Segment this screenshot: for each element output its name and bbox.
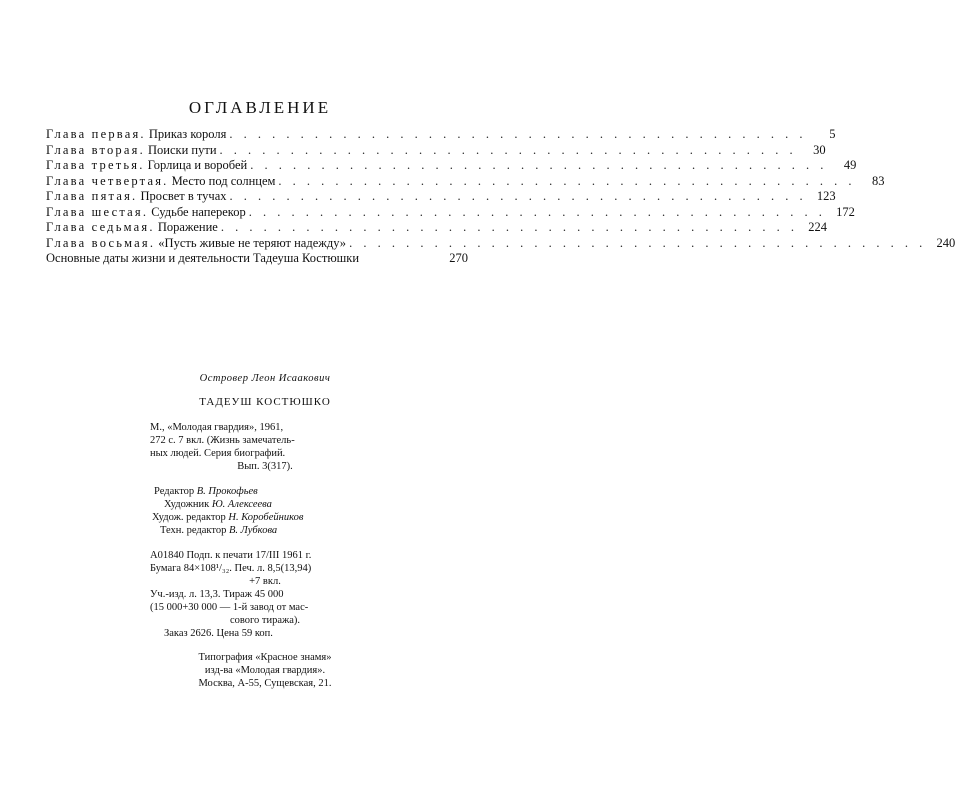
toc-chapter: Глава четвертая. — [46, 173, 169, 188]
credit-editor — [150, 485, 380, 498]
publishing-line: +7 вкл. — [249, 576, 281, 587]
publishing-line: (15 000+30 000 — 1-й завод от мас- — [150, 602, 309, 613]
credit-role: Художник — [164, 499, 210, 510]
publishing-details — [150, 549, 380, 640]
toc-leader: . . . . . . . . . . . . . . . . . . . . . . . . . . . . . . . . . . . . . . . . . — [229, 189, 807, 203]
toc-leader: . . . . . . . . . . . . . . . . . . . . . . . . . . . . . . . . . . . . . . . . . — [349, 235, 927, 250]
toc-page-number: 270 — [449, 251, 468, 265]
publishing-line: сового тиража). — [229, 615, 301, 626]
printer-line: изд-ва «Молодая гвардия». — [204, 665, 326, 676]
toc-entry-label — [46, 220, 218, 236]
printer-info — [150, 651, 380, 690]
credit-name: Н. Коробейников — [228, 512, 304, 523]
credit-role: Худож. редактор — [152, 512, 226, 523]
toc-page-number: 224 — [808, 220, 827, 234]
toc-entry — [46, 189, 836, 205]
toc-entry — [46, 142, 826, 159]
toc-entry — [46, 173, 885, 190]
description-line: М., «Молодая гвардия», 1961, — [150, 422, 284, 433]
publishing-line: Уч.-изд. л. 13,3. Тираж 45 000 — [150, 589, 284, 600]
toc-page-number: 30 — [813, 142, 826, 157]
toc-title: Поиски пути — [148, 142, 217, 157]
table-of-contents — [46, 127, 955, 267]
credit-name: В. Прокофьев — [196, 486, 258, 497]
toc-title: Основные даты жизни и деятельности Тадеуша Костюшки — [46, 251, 360, 265]
toc-page-number: 172 — [836, 204, 855, 219]
toc-chapter: Глава вторая. — [46, 142, 145, 157]
toc-heading: ОГЛАВЛЕНИЕ — [188, 98, 332, 117]
toc-chapter: Глава третья. — [46, 158, 145, 172]
toc-entry — [46, 220, 827, 236]
toc-leader: . . . . . . . . . . . . . . . . . . . . . . . . . . . . . . . . . . . . . . . . . — [220, 220, 798, 234]
toc-chapter: Глава пятая. — [46, 189, 138, 203]
credit-role: Техн. редактор — [160, 525, 227, 536]
toc-title: Место под солнцем — [171, 173, 276, 188]
credits — [150, 485, 380, 537]
colophon — [150, 372, 380, 690]
toc-title: Горлица и воробей — [147, 158, 248, 172]
toc-title: Судьбе наперекор — [151, 204, 246, 219]
toc-leader: . . . . . . . . . . . . . . . . . . . . . . . . . . . . . . . . . . . . . . . . . — [250, 158, 828, 172]
book-title: ТАДЕУШ КОСТЮШКО — [199, 396, 331, 408]
description-line: 272 с. 7 вкл. (Жизнь замечатель- — [150, 435, 295, 446]
toc-page-number: 49 — [843, 158, 857, 172]
credit-name: В. Лубкова — [228, 525, 278, 536]
publishing-line: А01840 Подп. к печати 17/III 1961 г. — [150, 550, 312, 561]
printer-line: Москва, А-55, Сущевская, 21. — [198, 678, 332, 689]
bibliographic-description — [150, 421, 380, 473]
toc-entry-label — [46, 174, 275, 190]
toc-entry-label — [46, 158, 247, 174]
toc-title: Просвет в тучах — [140, 189, 227, 203]
credit-name: Ю. Алексеева — [211, 499, 272, 510]
toc-entry — [46, 251, 468, 267]
description-line: ных людей. Серия биографий. — [150, 448, 286, 459]
publishing-line: Заказ 2626. Цена 59 коп. — [164, 628, 273, 639]
toc-entry-label — [46, 251, 359, 267]
toc-entry-label — [46, 189, 227, 205]
toc-leader: . . . . . . . . . . . . . . . . . . . . . . . . . . . . . . . . . . . . . . . . . — [248, 204, 826, 219]
toc-chapter: Глава седьмая. — [46, 220, 155, 234]
toc-leader: . . . . . . . . . . . . . . . . . . . . . . . . . . . . . . . . . . . . . . . . . — [278, 173, 856, 188]
toc-page-number: 5 — [829, 127, 836, 141]
toc-leader: . . . . . . . . . . . . . . . . . . . . . . . . . . . . . . . . . . . . . . . . . — [229, 127, 807, 141]
toc-leader: . . . . . . . . . . . . . . . . . . . . . . . . . . . . . . . . . . . . . . . . . — [219, 142, 797, 157]
toc-entry-label — [46, 143, 217, 159]
printer-line: Типография «Красное знамя» — [198, 652, 332, 663]
toc-title: «Пусть живые не теряют надежду» — [158, 235, 347, 250]
toc-entry — [46, 204, 855, 221]
credit-role: Редактор — [154, 486, 195, 497]
description-line: Вып. 3(317). — [237, 461, 293, 472]
toc-chapter: Глава восьмая. — [46, 235, 156, 250]
toc-title: Поражение — [157, 220, 218, 234]
author-name: Островер Леон Исаакович — [199, 373, 331, 384]
publishing-line: Бумага 84×108¹/₃₂. Печ. л. 8,5(13,94) — [150, 563, 312, 574]
credit-tech-editor — [150, 524, 380, 537]
toc-entry-label — [46, 205, 246, 221]
toc-title: Приказ короля — [148, 127, 227, 141]
credit-artist — [150, 498, 380, 511]
toc-page-number: 240 — [936, 235, 955, 250]
toc-entry-label — [46, 236, 346, 252]
toc-chapter: Глава первая. — [46, 127, 146, 141]
toc-page-number: 123 — [816, 189, 836, 203]
toc-page-number: 83 — [872, 173, 885, 188]
toc-entry — [46, 127, 836, 143]
toc-entry — [46, 158, 857, 174]
toc-entry — [46, 235, 955, 252]
credit-art-editor — [150, 511, 380, 524]
toc-entry-label — [46, 127, 226, 143]
toc-chapter: Глава шестая. — [46, 204, 149, 219]
